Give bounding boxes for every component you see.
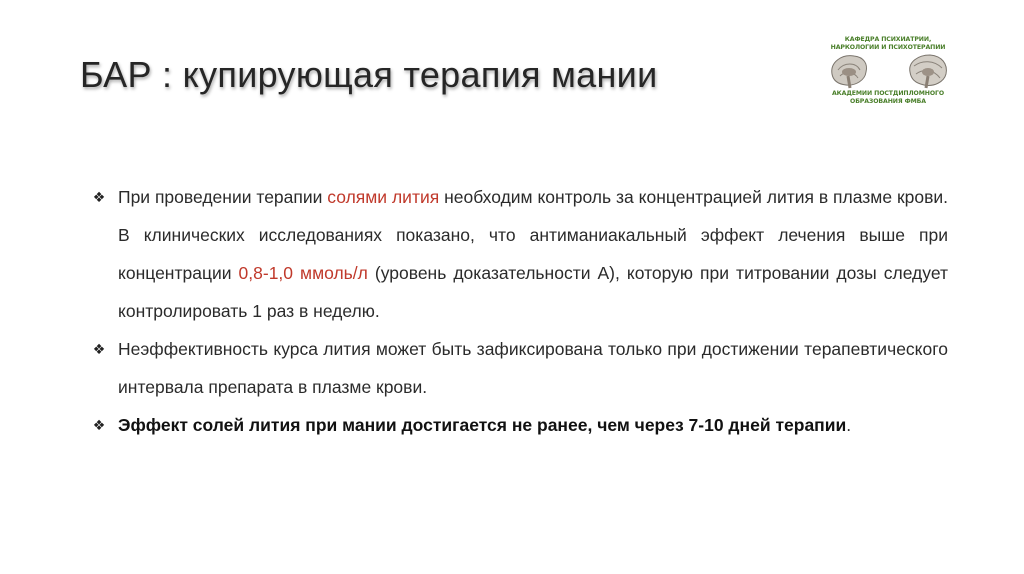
item-text-part: необходим контроль за концентрацией лития в плазме крови. В клинических исследованиях показано, что антиманиакальный эффект лечения выше при концентрации [118,187,948,283]
list-item [88,406,948,444]
list-item-text: Неэффективность курса лития может быть зафиксирована только при достижении терапевтического интервала препарата в плазме крови. [118,339,948,397]
list-item-text [118,178,948,330]
slide-title: БАР : купирующая терапия мании [80,54,658,95]
diamond-bullet-icon: ❖ [92,189,106,205]
item-text-part: (уровень доказательности А), которую при титровании дозы следует контролировать 1 раз в неделю. [118,263,948,321]
item-text-part: При проведении терапии [118,187,328,207]
brain-halves-icon [822,50,954,90]
highlight-lithium-salts: солями лития [327,187,440,207]
diamond-bullet-icon: ❖ [92,341,106,357]
highlight-concentration: 0,8-1,0 ммоль/л [238,263,368,283]
list-item [88,330,948,406]
list-item-text [118,406,948,444]
diamond-bullet-icon: ❖ [92,417,106,433]
logo-top-text: КАФЕДРА ПСИХИАТРИИ, НАРКОЛОГИИ И ПСИХОТЕРАПИИ [830,36,946,51]
item-text-part: . [846,415,852,435]
bold-statement: Эффект солей лития при мании достигается не ранее, чем через 7-10 дней терапии [118,415,847,435]
department-logo [822,36,954,126]
bullet-list [88,178,948,444]
list-item [88,178,948,330]
logo-bottom-text: АКАДЕМИИ ПОСТДИПЛОМНОГО ОБРАЗОВАНИЯ ФМБА [831,90,944,105]
